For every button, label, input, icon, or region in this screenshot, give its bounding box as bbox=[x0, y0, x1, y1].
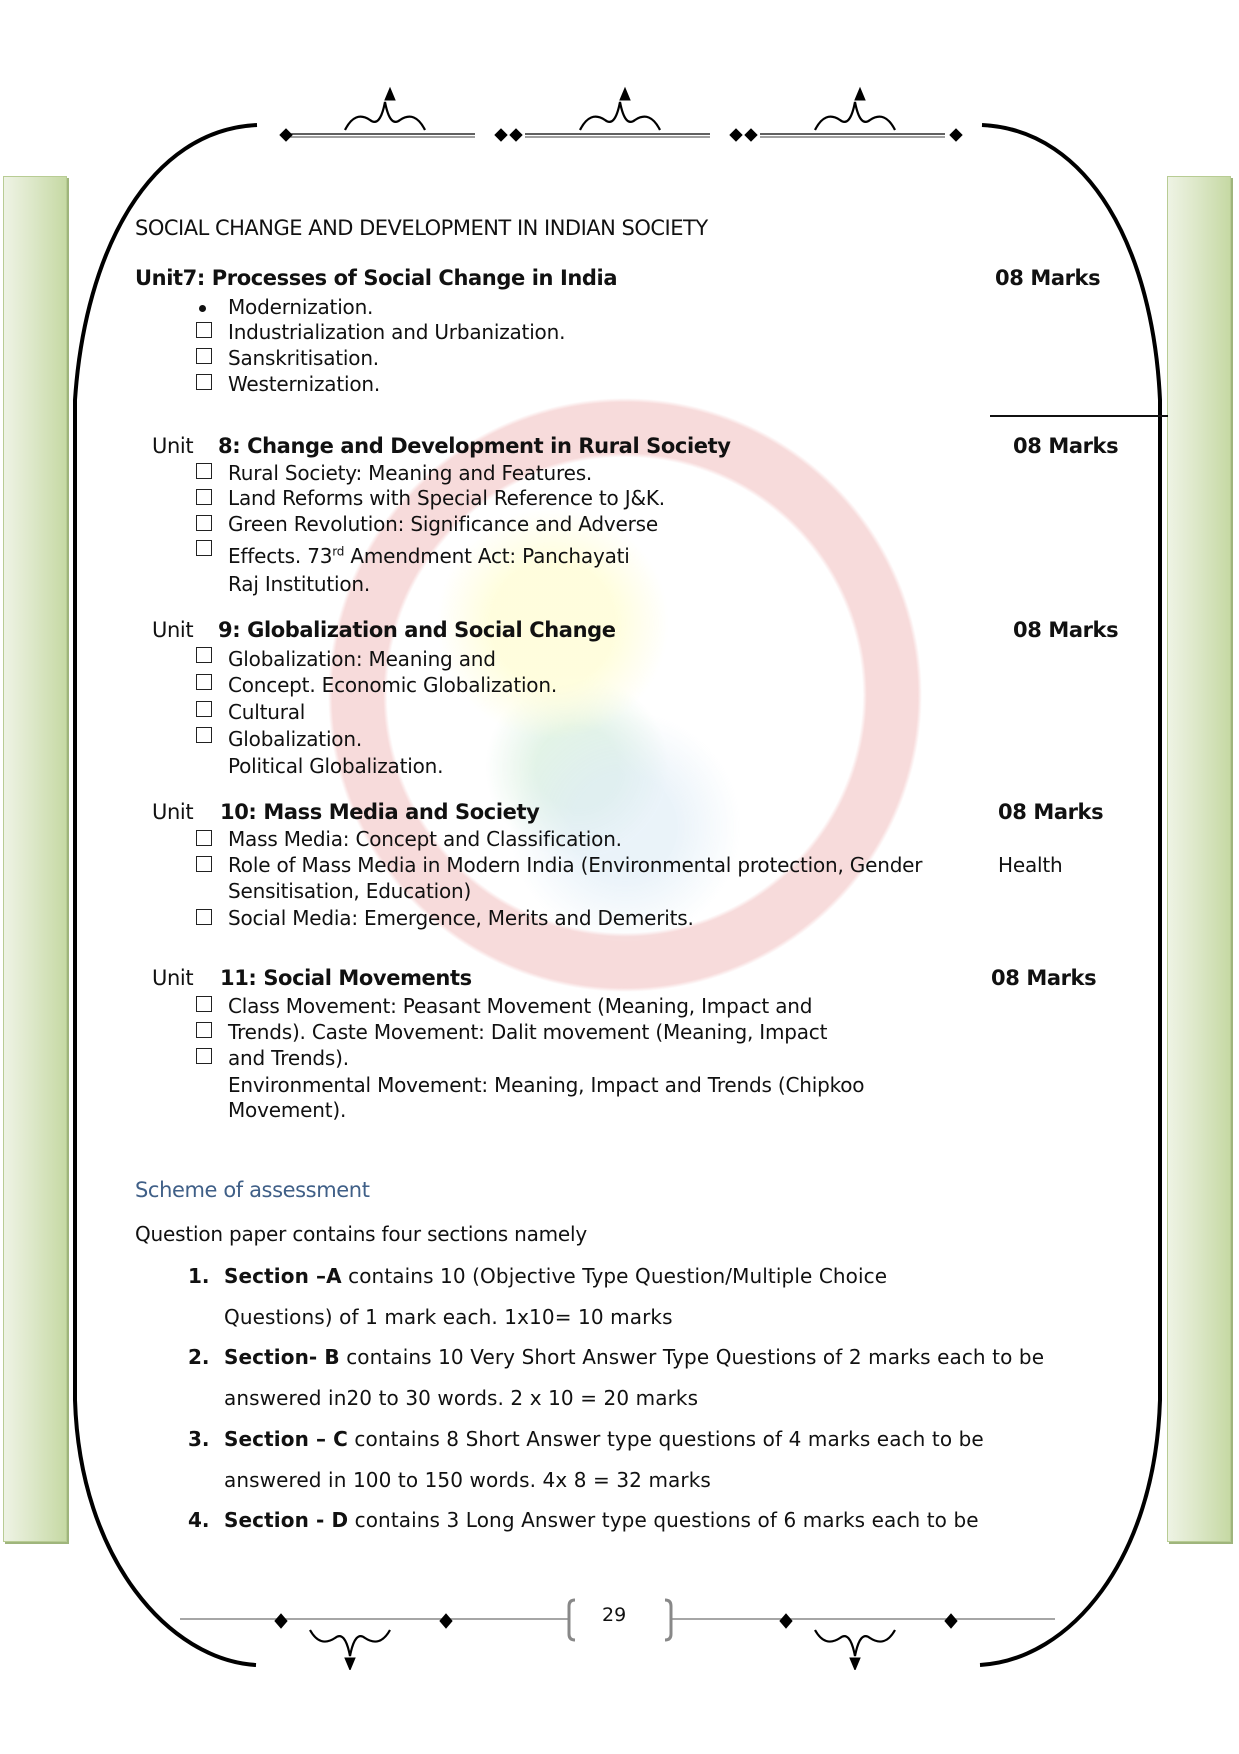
checkbox-icon bbox=[196, 489, 212, 505]
unit-8-heading: 8: Change and Development in Rural Society bbox=[218, 434, 731, 458]
list-item: Movement). bbox=[228, 1098, 347, 1122]
list-item: Globalization. bbox=[228, 727, 362, 751]
assessment-intro: Question paper contains four sections namely bbox=[135, 1222, 588, 1246]
unit-7-heading: Unit7: Processes of Social Change in India bbox=[135, 266, 618, 290]
section-a-line1 bbox=[224, 1264, 887, 1288]
list-item: Environmental Movement: Meaning, Impact and Trends (Chipkoo bbox=[228, 1073, 865, 1097]
list-item bbox=[228, 544, 630, 568]
checkbox-icon bbox=[196, 540, 212, 556]
section-b-number: 2. bbox=[188, 1345, 210, 1369]
list-item: Concept. Economic Globalization. bbox=[228, 673, 557, 697]
checkbox-icon bbox=[196, 856, 212, 872]
list-item: Political Globalization. bbox=[228, 754, 444, 778]
assessment-heading: Scheme of assessment bbox=[135, 1178, 370, 1202]
section-c-number: 3. bbox=[188, 1427, 210, 1451]
list-item: Industrialization and Urbanization. bbox=[228, 320, 566, 344]
section-d-label: Section - D bbox=[224, 1508, 349, 1532]
checkbox-icon bbox=[196, 463, 212, 479]
unit-10-marks: 08 Marks bbox=[998, 800, 1104, 824]
list-item: Class Movement: Peasant Movement (Meaning, Impact and bbox=[228, 994, 813, 1018]
bullet-icon bbox=[199, 305, 206, 312]
unit-9-prefix: Unit bbox=[152, 618, 194, 642]
unit-9-heading: 9: Globalization and Social Change bbox=[218, 618, 616, 642]
list-item: Rural Society: Meaning and Features. bbox=[228, 461, 593, 485]
unit-11-heading: 11: Social Movements bbox=[220, 966, 472, 990]
section-b-text: contains 10 Very Short Answer Type Questions of 2 marks each to be bbox=[339, 1345, 1045, 1369]
item-text: Effects. 73 bbox=[228, 544, 333, 568]
list-item: Globalization: Meaning and bbox=[228, 647, 496, 671]
list-item: Green Revolution: Significance and Adverse bbox=[228, 512, 658, 536]
section-a-line2: Questions) of 1 mark each. 1x10= 10 marks bbox=[224, 1305, 673, 1329]
section-c-text: contains 8 Short Answer type questions of 4 marks each to be bbox=[347, 1427, 984, 1451]
checkbox-icon bbox=[196, 515, 212, 531]
list-item-overflow: Health bbox=[998, 853, 1063, 877]
unit-11-prefix: Unit bbox=[152, 966, 194, 990]
section-d-text: contains 3 Long Answer type questions of 6 marks each to be bbox=[348, 1508, 979, 1532]
list-item: Sensitisation, Education) bbox=[228, 879, 472, 903]
unit-8-prefix: Unit bbox=[152, 434, 194, 458]
section-a-number: 1. bbox=[188, 1264, 210, 1288]
checkbox-icon bbox=[196, 374, 212, 390]
top-ornament-icon bbox=[270, 80, 970, 150]
unit-9-marks: 08 Marks bbox=[1013, 618, 1119, 642]
section-d-line1 bbox=[224, 1508, 979, 1532]
section-c-label: Section – C bbox=[224, 1427, 348, 1451]
unit-11-marks: 08 Marks bbox=[991, 966, 1097, 990]
section-d-number: 4. bbox=[188, 1508, 210, 1532]
list-item: Cultural bbox=[228, 700, 306, 724]
bottom-ornament-icon bbox=[170, 1590, 1070, 1670]
checkbox-icon bbox=[196, 322, 212, 338]
list-item: Sanskritisation. bbox=[228, 346, 379, 370]
page-title: SOCIAL CHANGE AND DEVELOPMENT IN INDIAN SOCIETY bbox=[135, 216, 708, 240]
checkbox-icon bbox=[196, 1048, 212, 1064]
checkbox-icon bbox=[196, 1022, 212, 1038]
unit-7-marks: 08 Marks bbox=[995, 266, 1101, 290]
list-item: Land Reforms with Special Reference to J&K. bbox=[228, 486, 665, 510]
page-number: 29 bbox=[602, 1604, 627, 1626]
checkbox-icon bbox=[196, 996, 212, 1012]
checkbox-icon bbox=[196, 701, 212, 717]
list-item: Role of Mass Media in Modern India (Environmental protection, Gender bbox=[228, 853, 923, 877]
list-item: Mass Media: Concept and Classification. bbox=[228, 827, 622, 851]
list-item: and Trends). bbox=[228, 1046, 349, 1070]
section-b-line1 bbox=[224, 1345, 1044, 1369]
checkbox-icon bbox=[196, 830, 212, 846]
list-item: Social Media: Emergence, Merits and Demerits. bbox=[228, 906, 694, 930]
list-item: Modernization. bbox=[228, 295, 374, 319]
list-item: Westernization. bbox=[228, 372, 381, 396]
superscript: rd bbox=[332, 544, 345, 559]
checkbox-icon bbox=[196, 348, 212, 364]
item-text: Amendment Act: Panchayati bbox=[344, 544, 630, 568]
unit-10-prefix: Unit bbox=[152, 800, 194, 824]
section-b-line2: answered in20 to 30 words. 2 x 10 = 20 marks bbox=[224, 1386, 699, 1410]
list-item: Raj Institution. bbox=[228, 572, 371, 596]
section-c-line1 bbox=[224, 1427, 984, 1451]
section-c-line2: answered in 100 to 150 words. 4x 8 = 32 marks bbox=[224, 1468, 711, 1492]
checkbox-icon bbox=[196, 674, 212, 690]
section-a-label: Section –A bbox=[224, 1264, 342, 1288]
divider-line bbox=[990, 415, 1168, 417]
unit-8-marks: 08 Marks bbox=[1013, 434, 1119, 458]
unit-10-heading: 10: Mass Media and Society bbox=[220, 800, 540, 824]
list-item: Trends). Caste Movement: Dalit movement (Meaning, Impact bbox=[228, 1020, 828, 1044]
section-b-label: Section- B bbox=[224, 1345, 340, 1369]
checkbox-icon bbox=[196, 909, 212, 925]
checkbox-icon bbox=[196, 727, 212, 743]
checkbox-icon bbox=[196, 647, 212, 663]
section-a-text: contains 10 (Objective Type Question/Multiple Choice bbox=[341, 1264, 888, 1288]
